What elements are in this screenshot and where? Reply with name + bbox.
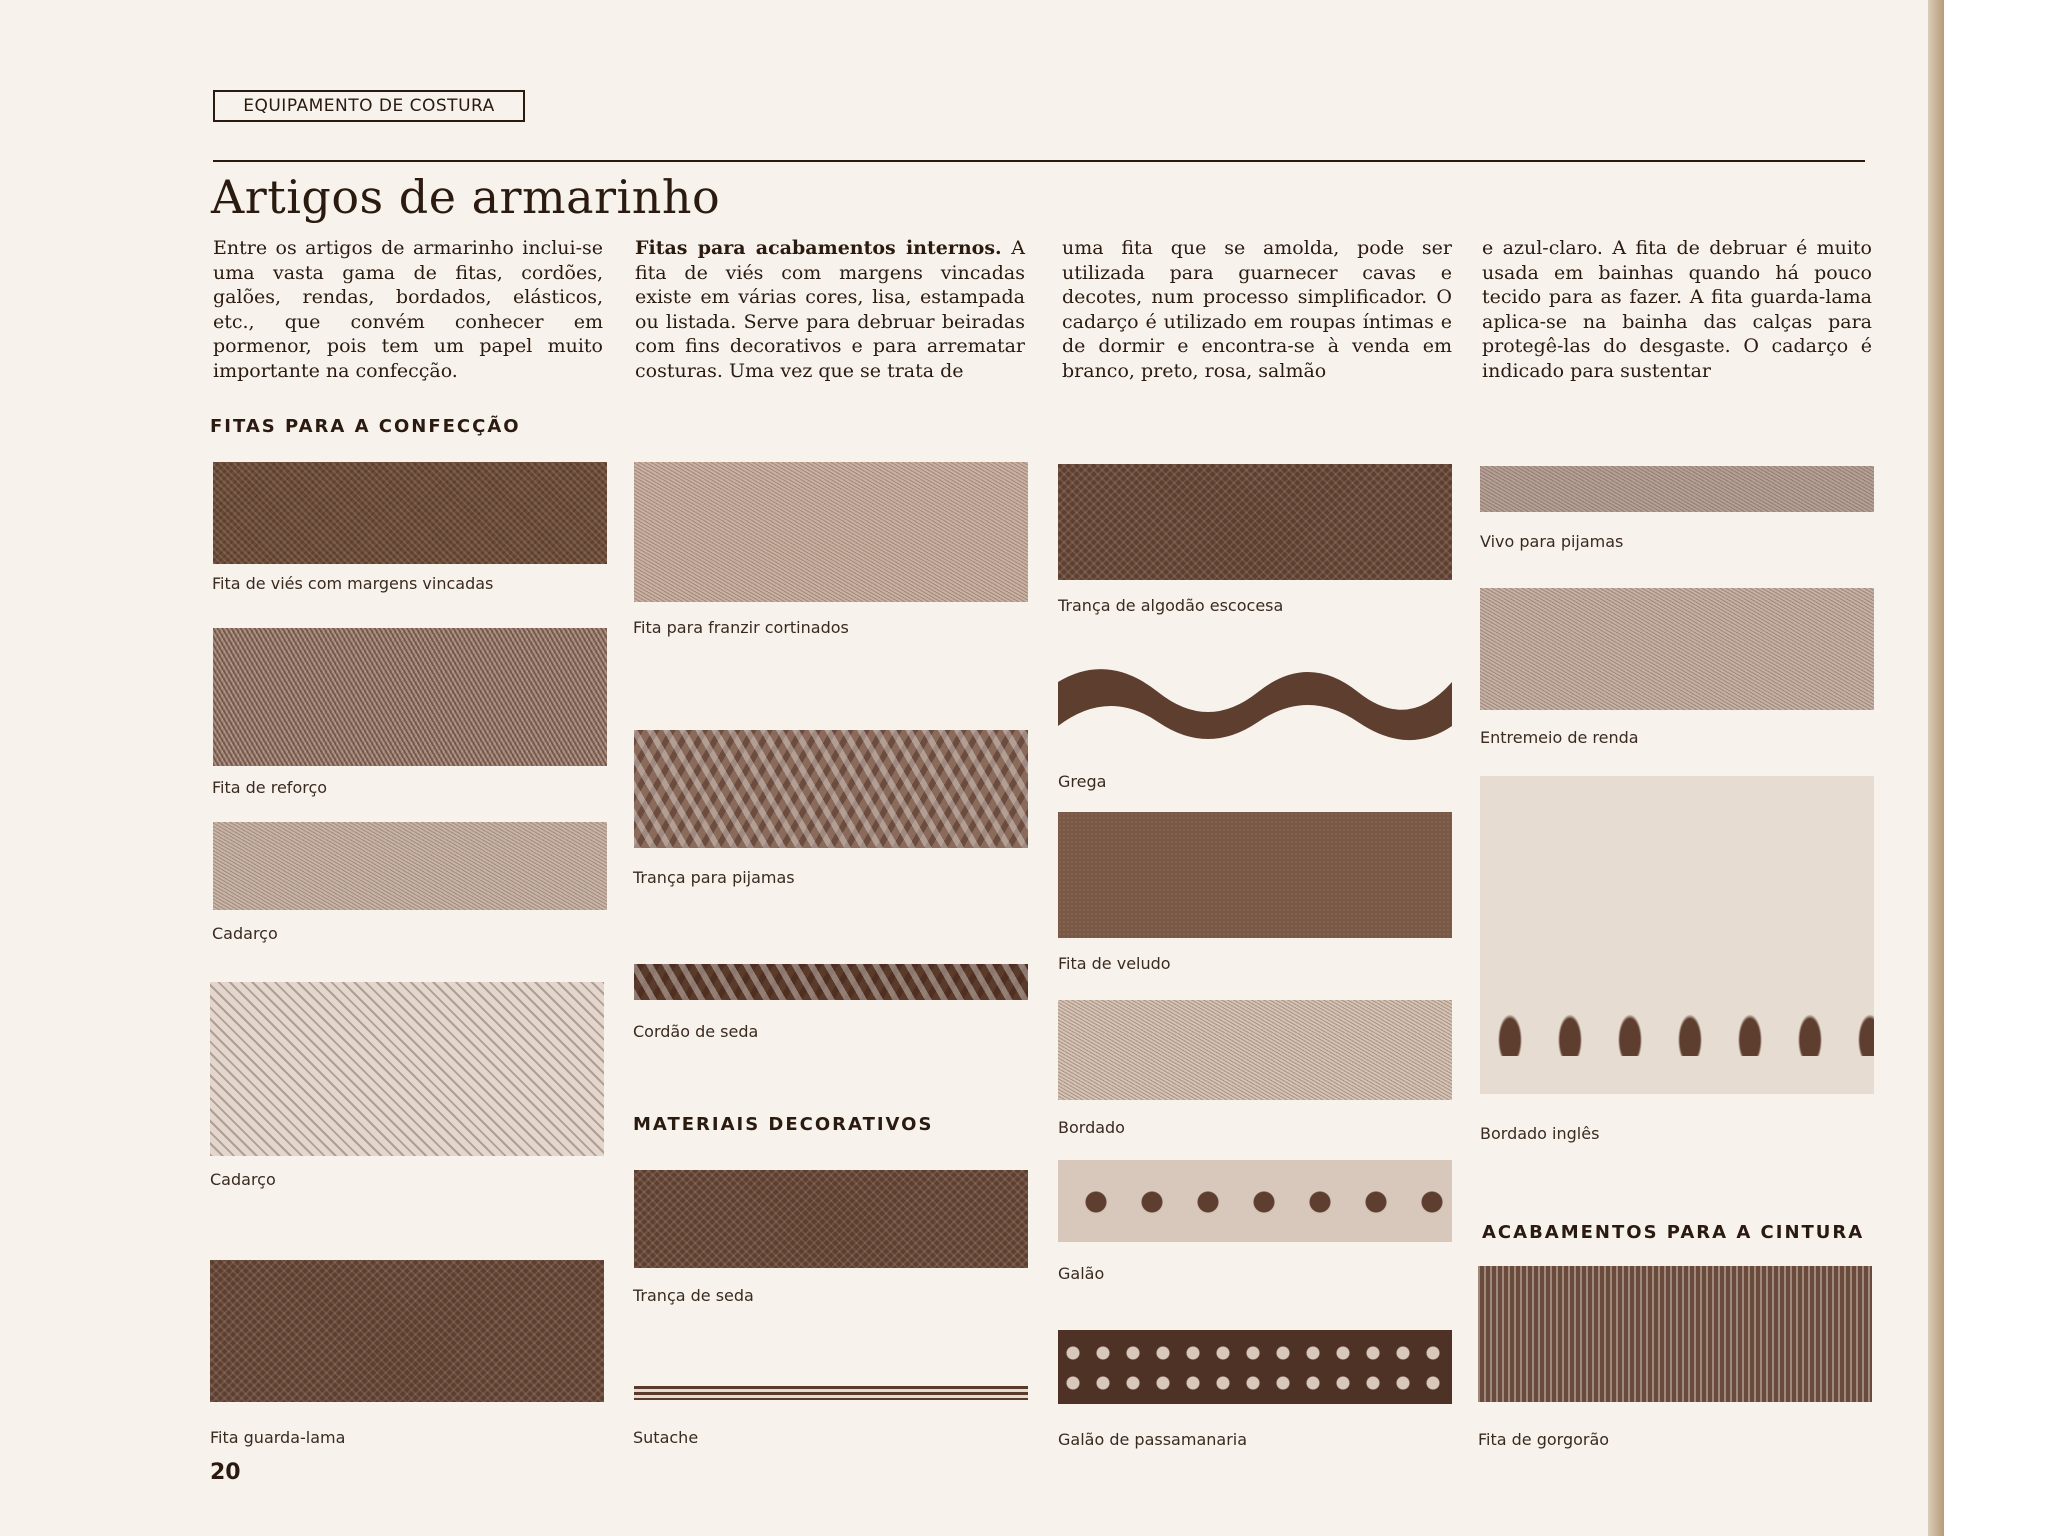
caption: Fita de reforço (212, 778, 328, 797)
swatch-galao (1058, 1160, 1452, 1242)
section-label: EQUIPAMENTO DE COSTURA (213, 90, 525, 122)
swatch-bordado-ingles (1480, 776, 1874, 1094)
text-column-2-body: A fita de viés com margens vincadas existe em várias cores, lisa, estampada ou listada. Serve para debruar beiradas com fins decorativos e para arrematar costuras. Uma vez que se trata de (635, 237, 1025, 382)
swatch-bordado (1058, 1000, 1452, 1100)
swatch-cordao-seda (634, 964, 1028, 1000)
caption: Entremeio de renda (1480, 728, 1639, 747)
caption: Fita de viés com margens vincadas (212, 574, 494, 593)
swatch-fita-franzir (634, 462, 1028, 602)
swatch-cadarco-2 (210, 982, 604, 1156)
caption: Bordado (1058, 1118, 1125, 1137)
caption: Fita para franzir cortinados (633, 618, 849, 637)
caption: Galão de passamanaria (1058, 1430, 1248, 1449)
text-column-2 (635, 236, 1025, 383)
swatch-fita-guarda-lama (210, 1260, 604, 1402)
caption: Galão (1058, 1264, 1105, 1283)
swatch-fita-reforco (213, 628, 607, 766)
swatch-sutache (634, 1386, 1028, 1400)
swatch-tranca-seda (634, 1170, 1028, 1268)
text-column-4: e azul-claro. A fita de debruar é muito usada em bainhas quando há pouco tecido para as fazer. A fita guarda-lama aplica-se na bainha das calças para protegê-las do desgaste. O cadarço é indicado para sustentar (1482, 237, 1872, 382)
swatch-grega (1058, 652, 1452, 756)
swatch-galao-passamanaria (1058, 1330, 1452, 1404)
heading-materiais: MATERIAIS DECORATIVOS (633, 1114, 934, 1135)
caption: Fita de veludo (1058, 954, 1171, 973)
caption: Trança de algodão escocesa (1058, 596, 1284, 615)
text-column-1: Entre os artigos de armarinho inclui-se uma vasta gama de fitas, cordões, galões, rendas, bordados, elásticos, etc., que convém conhecer em pormenor, pois tem um papel muito importante na confecção. (213, 237, 603, 382)
swatch-fita-vies (213, 462, 607, 564)
swatch-fita-veludo (1058, 812, 1452, 938)
caption: Grega (1058, 772, 1107, 791)
caption: Trança de seda (633, 1286, 754, 1305)
heading-fitas: FITAS PARA A CONFECÇÃO (210, 416, 521, 437)
page-edge (1928, 0, 1944, 1536)
swatch-tranca-escocesa (1058, 464, 1452, 580)
text-column-2-bold: Fitas para acabamentos internos. (635, 237, 1002, 259)
heading-acabamentos: ACABAMENTOS PARA A CINTURA (1482, 1222, 1865, 1243)
caption: Cadarço (210, 1170, 276, 1189)
text-column-3: uma fita que se amolda, pode ser utilizada para guarnecer cavas e decotes, num processo simplificador. O cadarço é utilizado em roupas íntimas e de dormir e encontra-se à venda em branco, preto, rosa, salmão (1062, 237, 1452, 382)
caption: Fita guarda-lama (210, 1428, 346, 1447)
swatch-cadarco-1 (213, 822, 607, 910)
caption: Cadarço (212, 924, 278, 943)
caption: Trança para pijamas (633, 868, 795, 887)
caption: Cordão de seda (633, 1022, 759, 1041)
swatch-entremeio-renda (1480, 588, 1874, 710)
caption: Fita de gorgorão (1478, 1430, 1610, 1449)
swatch-tranca-pijamas (634, 730, 1028, 848)
page-number: 20 (210, 1460, 241, 1485)
swatch-vivo-pijamas (1480, 466, 1874, 512)
caption: Sutache (633, 1428, 699, 1447)
page-title: Artigos de armarinho (211, 170, 721, 224)
caption: Bordado inglês (1480, 1124, 1600, 1143)
header-rule (213, 160, 1865, 162)
swatch-fita-gorgorao (1478, 1266, 1872, 1402)
caption: Vivo para pijamas (1480, 532, 1624, 551)
